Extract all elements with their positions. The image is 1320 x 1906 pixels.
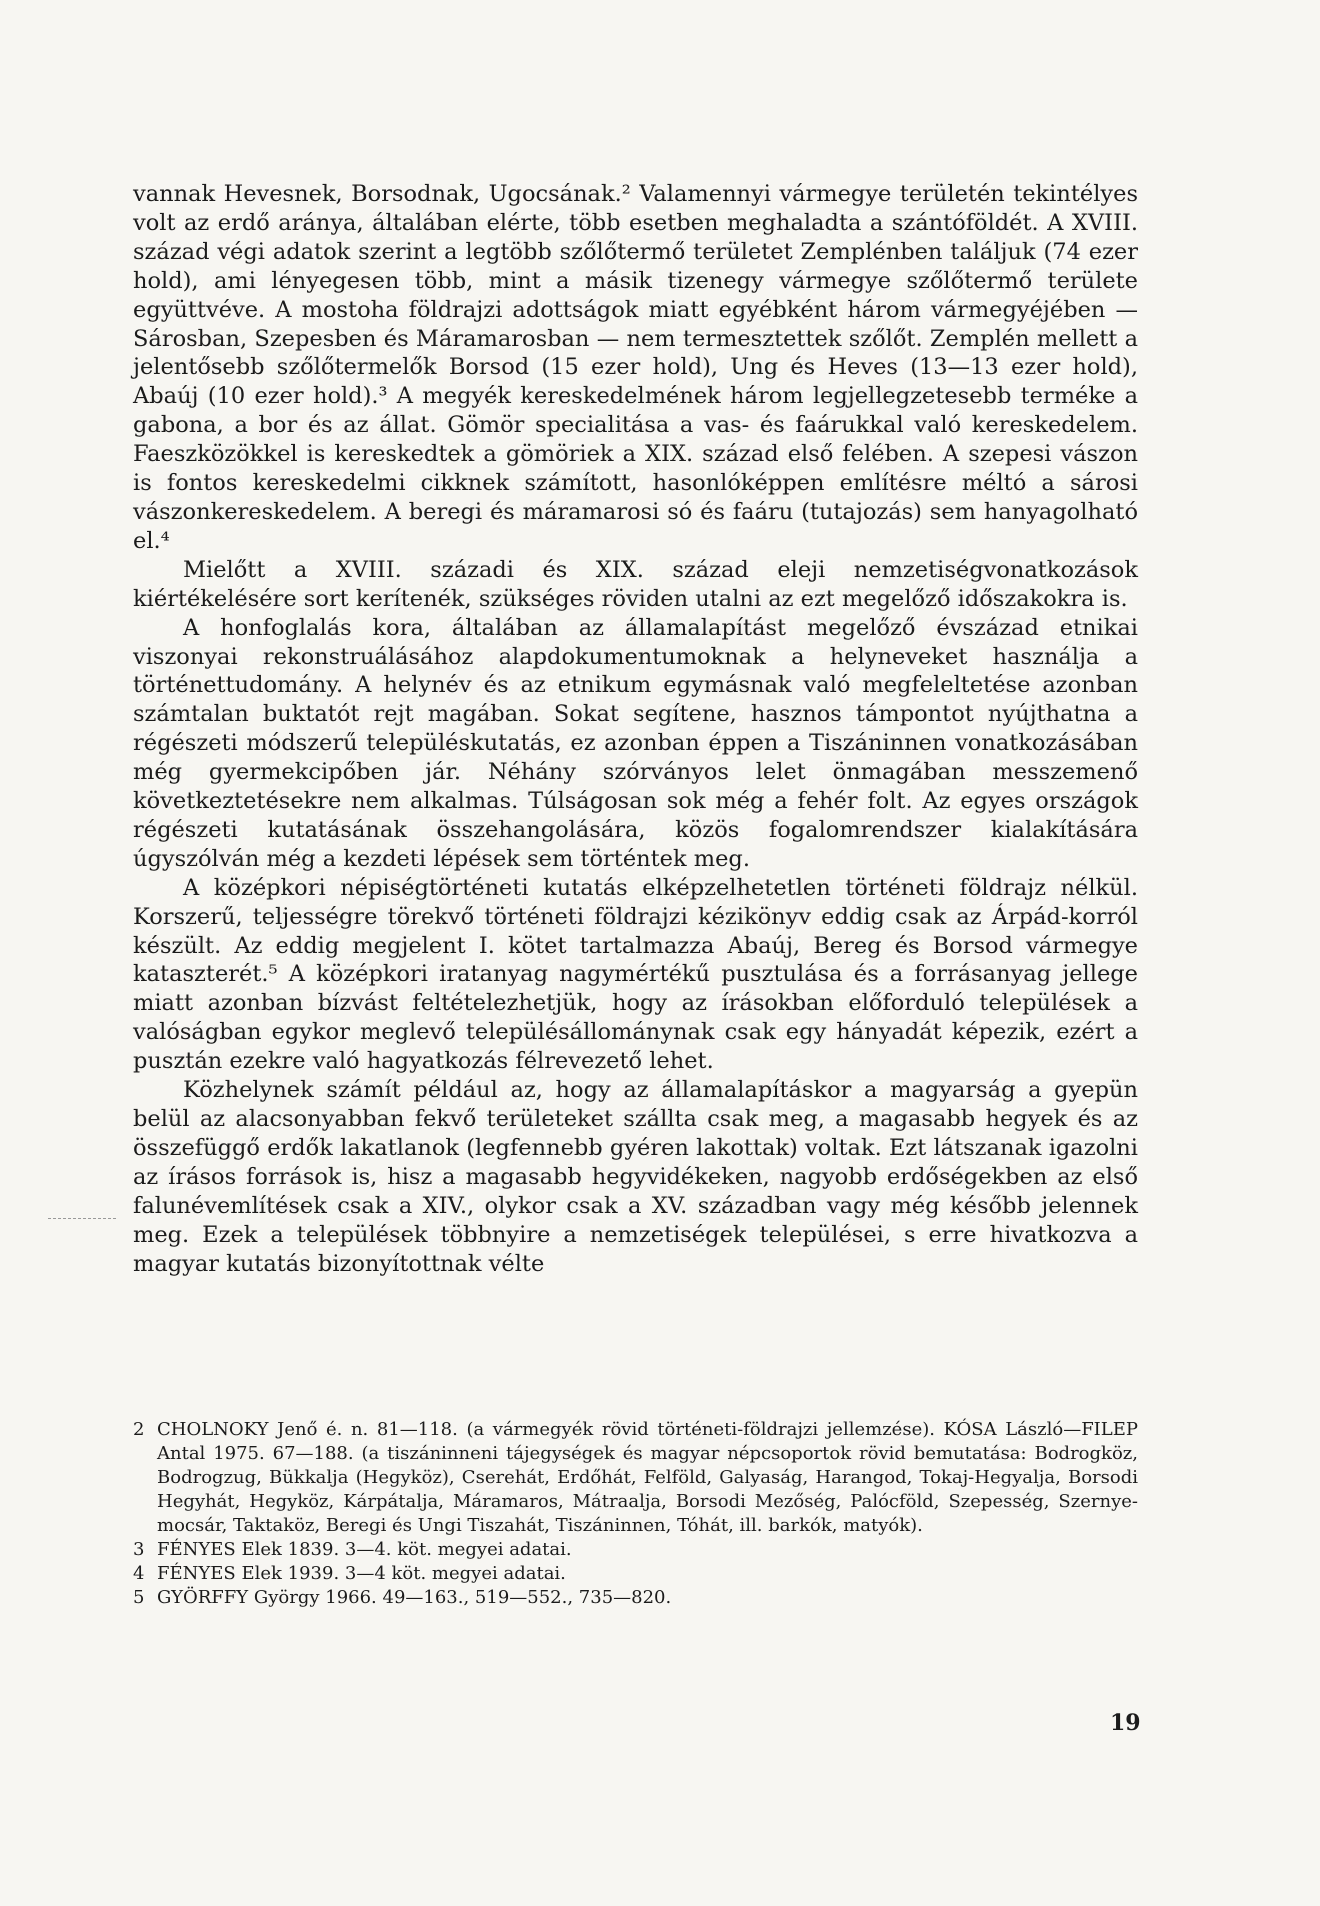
margin-dash-mark xyxy=(48,1218,116,1219)
footnote-text: GYÖRFFY György 1966. 49—163., 519—552., 735—820. xyxy=(157,1587,672,1608)
footnote-text: FÉNYES Elek 1939. 3—4 köt. megyei adatai. xyxy=(157,1563,566,1584)
paragraph-4: A középkori népiségtörténeti kutatás elképzelhetetlen történeti földrajz nélkül. Korszerű, teljességre törekvő történeti földrajzi kézikönyv eddig csak az Árpád-korról készült. Az eddig megjelent I. kötet tartalmazza Abaúj, Bereg és Borsod vármegye kataszterét.⁵ A középkori iratanyag nagymértékű pusztulása és a forrásanyag jellege miatt azonban bízvást feltételezhetjük, hogy az írásokban előforduló települések a valóságban egykor meglevő településállománynak csak egy hányadát képezik, ezért a pusztán ezekre való hagyatkozás félrevezető lehet. xyxy=(133,874,1138,1075)
footnote-5 xyxy=(133,1586,1138,1610)
paragraph-1: vannak Hevesnek, Borsodnak, Ugocsának.² Valamennyi vármegye területén tekintélyes volt az erdő aránya, általában elérte, több esetben meghaladta a szántóföldét. A XVIII. század végi adatok szerint a legtöbb szőlőtermő területet Zemplénben találjuk (74 ezer hold), ami lényegesen több, mint a másik tizenegy vármegye szőlőtermő területe együttvéve. A mostoha földrajzi adottságok miatt egyébként három vármegyéjében — Sárosban, Szepesben és Máramarosban — nem termesztettek szőlőt. Zemplén mellett a jelentősebb szőlőtermelők Borsod (15 ezer hold), Ung és Heves (13—13 ezer hold), Abaúj (10 ezer hold).³ A megyék kereskedelmének három legjellegzetesebb terméke a gabona, a bor és az állat. Gömör specialitása a vas- és faárukkal való kereskedelem. Faeszközökkel is kereskedtek a gömöriek a XIX. század első felében. A szepesi vászon is fontos kereskedelmi cikknek számított, hasonlóképpen említésre méltó a sárosi vászonkereskedelem. A beregi és máramarosi só és faáru (tutajozás) sem hanyagolható el.⁴ xyxy=(133,181,1138,554)
footnote-text: CHOLNOKY Jenő é. n. 81—118. (a vármegyék rövid történeti-földrajzi jellemzése). KÓSA László—FILEP Antal 1975. 67—188. (a tiszáninneni tájegységek és magyar népcsoportok rövid bemutatása: Bodrogköz, Bodrogzug, Bükkalja (Hegyköz), Cserehát, Erdőhát, Felföld, Galyaság, Harangod, Tokaj-Hegyalja, Borsodi Hegyhát, Hegyköz, Kárpátalja, Máramaros, Mátraalja, Borsodi Mezőség, Palócföld, Szepesség, Szernye-mocsár, Taktaköz, Beregi és Ungi Tiszahát, Tiszáninnen, Tóhát, ill. barkók, matyók). xyxy=(157,1419,1138,1536)
footnote-text: FÉNYES Elek 1839. 3—4. köt. megyei adatai. xyxy=(157,1539,572,1560)
footnote-2 xyxy=(133,1418,1138,1538)
paragraph-5: Közhelynek számít például az, hogy az államalapításkor a magyarság a gyepün belül az alacsonyabban fekvő területeket szállta csak meg, a magasabb hegyek és az összefüggő erdők lakatlanok (legfennebb gyéren lakottak) voltak. Ezt látszanak igazolni az írásos források is, hisz a magasabb hegyvidékeken, nagyobb erdőségekben az első falunévemlítések csak a XIV., olykor csak a XV. században vagy még később jelennek meg. Ezek a települések többnyire a nemzetiségek települései, s erre hivatkozva a magyar kutatás bizonyítottnak vélte xyxy=(133,1077,1138,1277)
page-body xyxy=(133,180,1138,1278)
footnote-number: 5 xyxy=(133,1587,145,1608)
footnote-3 xyxy=(133,1538,1138,1562)
footnote-number: 3 xyxy=(133,1539,145,1560)
footnote-4 xyxy=(133,1562,1138,1586)
paragraph-2: Mielőtt a XVIII. századi és XIX. század eleji nemzetiségvonatkozások kiértékelésére sort kerítenék, szükséges röviden utalni az ezt megelőző időszakokra is. xyxy=(133,556,1138,612)
body-text xyxy=(133,180,1138,1278)
footnote-number: 2 xyxy=(133,1419,145,1440)
paragraph-3: A honfoglalás kora, általában az államalapítást megelőző évszázad etnikai viszonyai rekonstruálásához alapdokumentumoknak a helyneveket használja a történettudomány. A helynév és az etnikum egymásnak való megfeleltetése azonban számtalan buktatót rejt magában. Sokat segítene, hasznos támpontot nyújthatna a régészeti módszerű településkutatás, ez azonban éppen a Tiszáninnen vonatkozásában még gyermekcipőben jár. Néhány szórványos lelet önmagában messzemenő következtetésekre nem alkalmas. Túlságosan sok még a fehér folt. Az egyes országok régészeti kutatásának összehangolására, közös fogalomrendszer kialakítására úgyszólván még a kezdeti lépések sem történtek meg. xyxy=(133,614,1138,872)
footnotes xyxy=(133,1418,1138,1610)
page-number: 19 xyxy=(1110,1710,1141,1736)
footnote-number: 4 xyxy=(133,1563,145,1584)
